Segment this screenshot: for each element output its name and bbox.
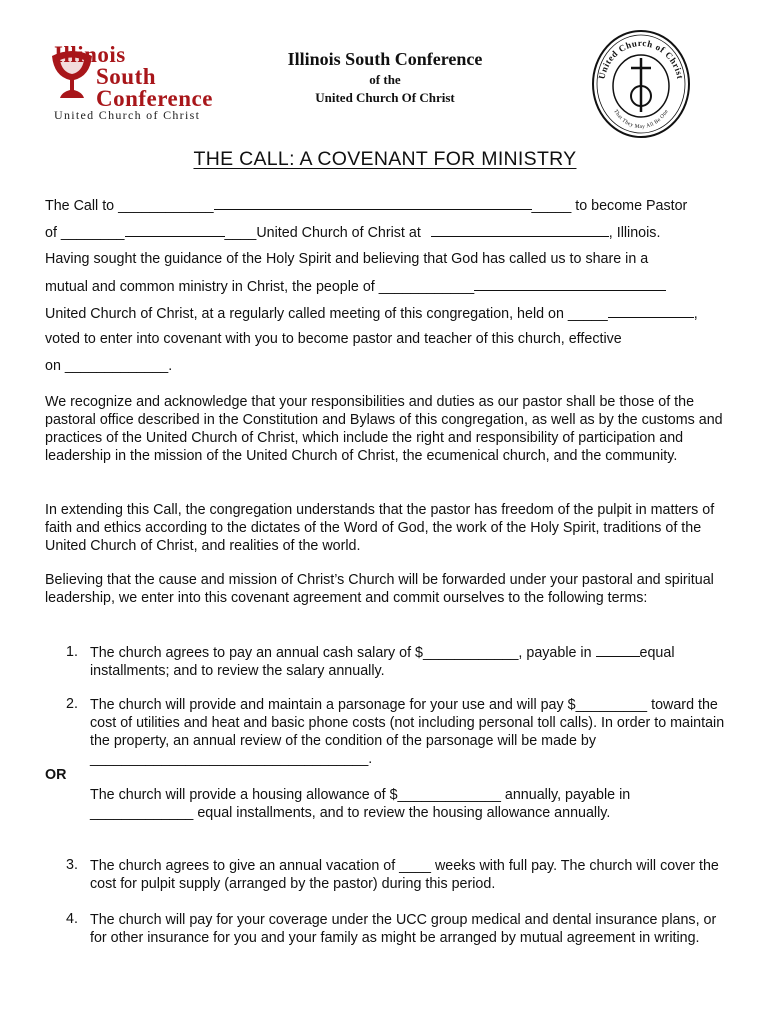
city-blank[interactable]	[431, 224, 609, 237]
seal-text-bottom: That They May All Be One	[612, 108, 670, 131]
pastor-name-blank[interactable]	[214, 197, 532, 210]
conference-logo	[44, 36, 254, 122]
or-label: OR	[45, 767, 67, 783]
term-3-number: 3.	[66, 857, 78, 873]
call-line-1	[45, 197, 687, 214]
term-4-insurance: The church will pay for your coverage under the UCC group medical and dental insurance plans, or for other insurance for you and your family as might be arranged by mutual agreement in writing.	[90, 912, 717, 946]
call-line-3: Having sought the guidance of the Holy Spirit and believing that God has called us to share in a	[45, 251, 649, 267]
call-line-2	[45, 224, 660, 241]
header-church: United Church Of Christ	[315, 90, 455, 105]
congregation-name-blank[interactable]	[474, 278, 666, 291]
logo-conference: Conference	[96, 86, 213, 111]
paragraph-responsibilities: We recognize and acknowledge that your responsibilities and duties as our pastor shall be those of the pastoral office described in the Constitution and Bylaws of this congregation, as well as by the customs and practices of the United Church of Christ, which include the right and responsibility of participation and leadership in the mission of the United Church of Christ, the ecumenical church, and the community.	[45, 394, 723, 464]
logo-subtitle: United Church of Christ	[54, 108, 201, 122]
header-title: Illinois South Conference	[287, 49, 483, 69]
term-1-text-b: equal installments; and to review the salary annually.	[90, 645, 675, 679]
call-line-6: voted to enter into covenant with you to become pastor and teacher of this church, effective	[45, 331, 622, 347]
call-line-4-text: mutual and common ministry in Christ, the people of ____________	[45, 279, 475, 295]
cross-icon	[631, 58, 651, 112]
term-2-parsonage: The church will provide and maintain a parsonage for your use and will pay $_________ toward the cost of utilities and heat and basic phone costs (not including personal toll calls). In order to maintain the property, an annual review of the condition of the parsonage will be made by ___________________________________.	[90, 697, 725, 767]
call-line-5-end: ,	[693, 306, 698, 322]
paragraph-freedom-of-pulpit: In extending this Call, the congregation understands that the pastor has freedom of the pulpit in matters of faith and ethics according to the dictates of the Word of God, the work of the Holy Spirit, traditions of the United Church of Christ, and realities of the world.	[45, 502, 715, 554]
call-line-5	[45, 305, 698, 322]
installments-blank[interactable]	[596, 644, 640, 657]
call-line-5-text: United Church of Christ, at a regularly called meeting of this congregation, held on _____	[45, 306, 608, 322]
seal-text-top: United Church of Christ	[596, 37, 686, 81]
church-name-blank[interactable]	[125, 224, 225, 237]
term-3-vacation: The church agrees to give an annual vacation of ____ weeks with full pay. The church will cover the cost for pulpit supply (arranged by the pastor) during this period.	[90, 858, 719, 892]
meeting-date-blank[interactable]	[608, 305, 694, 318]
paragraph-covenant-terms: Believing that the cause and mission of Christ’s Church will be forwarded under your pastoral and spiritual leadership, we enter into this covenant agreement and commit ourselves to the following terms:	[45, 572, 714, 606]
call-line-4	[45, 278, 666, 295]
header-of: of the	[369, 72, 401, 87]
term-2-housing-allowance: The church will provide a housing allowance of $_____________ annually, payable in _____________ equal installments, and to review the housing allowance annually.	[90, 787, 631, 821]
call-line-2-end: , Illinois.	[608, 225, 661, 241]
term-2-number: 2.	[66, 696, 78, 712]
call-line-1-end: _____ to become Pastor	[531, 198, 688, 214]
term-4-number: 4.	[66, 911, 78, 927]
call-line-1-start: The Call to ____________	[45, 198, 214, 214]
term-1-text-a: The church agrees to pay an annual cash salary of $____________, payable in	[90, 645, 596, 661]
logo-south: South	[96, 64, 157, 89]
term-1-salary	[90, 644, 735, 680]
term-1-number: 1.	[66, 644, 78, 660]
call-line-7: on _____________.	[45, 358, 173, 374]
logo-illinois: Illinois	[54, 42, 126, 67]
document-title: THE CALL: A COVENANT FOR MINISTRY	[193, 148, 577, 170]
call-line-2-mid: ____United Church of Christ at	[224, 225, 425, 241]
call-line-2-start: of ________	[45, 225, 125, 241]
ucc-seal	[590, 28, 692, 140]
